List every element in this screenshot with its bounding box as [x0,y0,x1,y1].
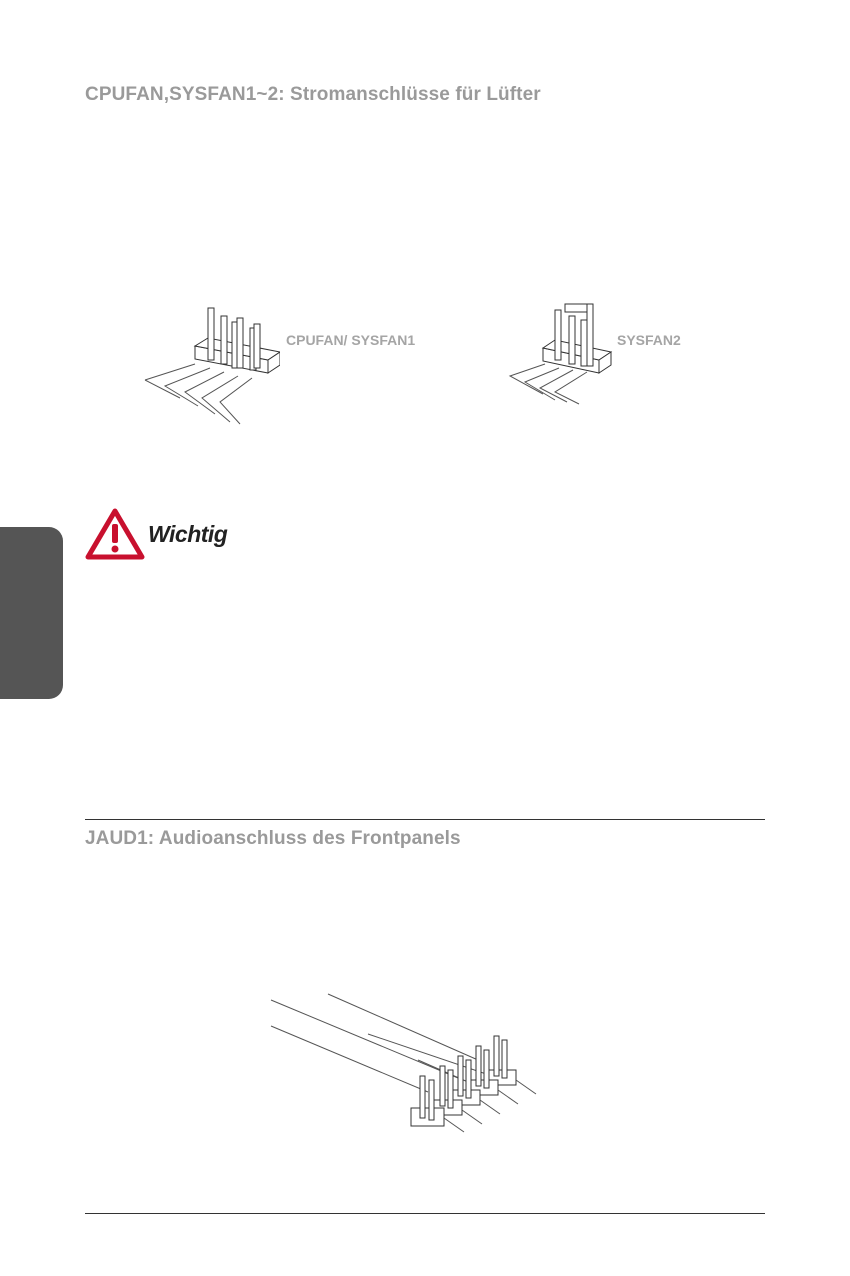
jaud1-connector-diagram [268,990,548,1140]
section-title-front-audio: JAUD1: Audioanschluss des Frontpanels [85,828,461,849]
sysfan2-connector-diagram [505,298,615,408]
section-divider [85,819,765,820]
warning-triangle-icon [85,508,145,560]
sysfan2-label: SYSFAN2 [617,332,681,348]
cpufan-sysfan1-connector-diagram [140,298,280,428]
footer-divider [85,1213,765,1214]
chapter-side-tab [0,527,63,699]
section-title-fan-connectors: CPUFAN,SYSFAN1~2: Stromanschlüsse für Lüfter [85,84,541,105]
important-label: Wichtig [148,521,228,547]
cpufan-sysfan1-label: CPUFAN/ SYSFAN1 [286,332,416,348]
